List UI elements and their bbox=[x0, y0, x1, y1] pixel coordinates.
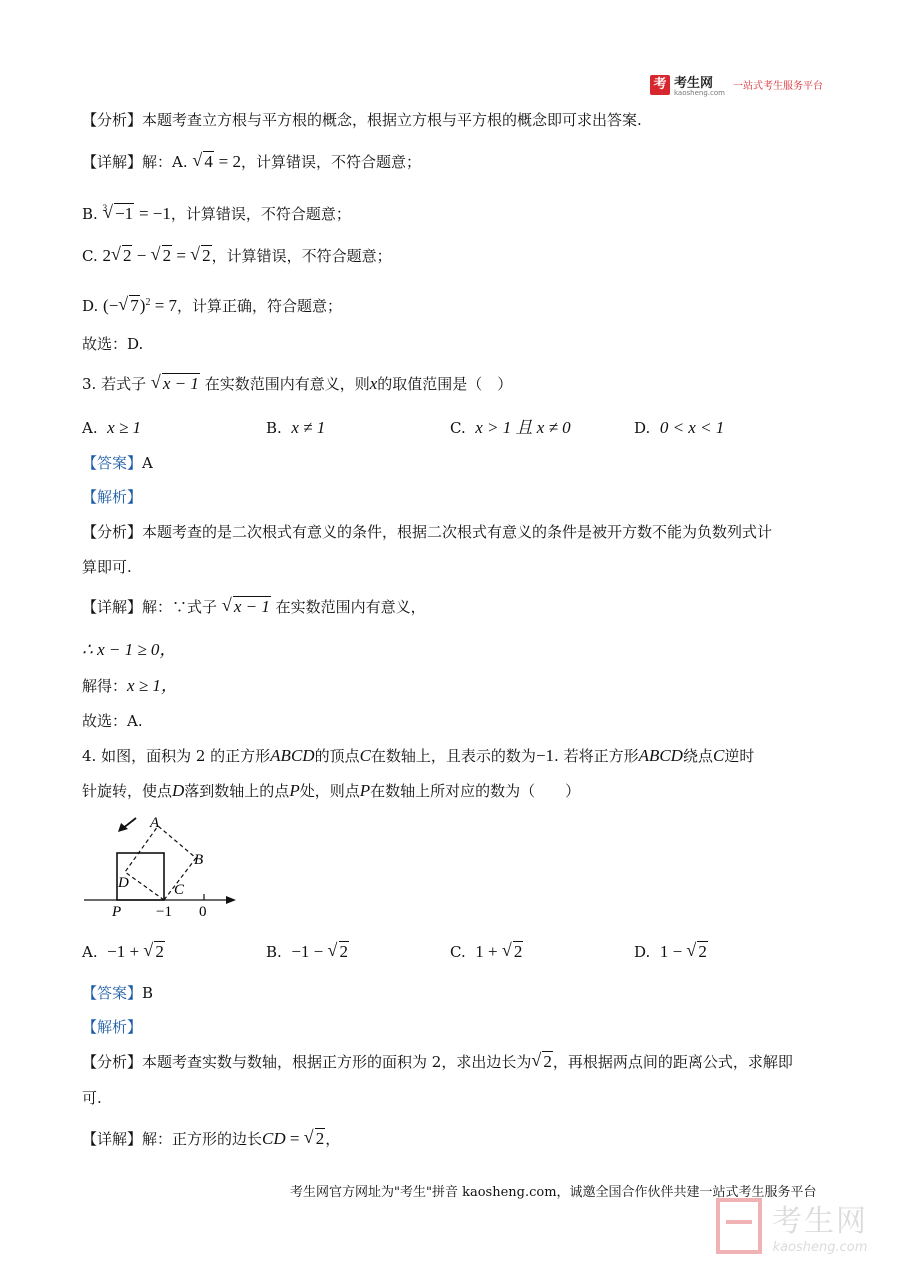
q4-detail: 【详解】解：正方形的边长CD = √ 2， bbox=[82, 1129, 340, 1149]
q4-analysis-2: 可. bbox=[82, 1089, 102, 1107]
q3-analysis-1: 【分析】本题考查的是二次根式有意义的条件，根据二次根式有意义的条件是被开方数不能为负数列式计 bbox=[82, 523, 773, 541]
rotated-square bbox=[125, 826, 196, 900]
q2-detail-b: B. $^3$√ −1 = −1，计算错误，不符合题意； bbox=[82, 198, 351, 224]
q4-option-d: D. 1 − √ 2 bbox=[634, 942, 708, 962]
logo-mark-icon: 考 bbox=[650, 75, 670, 95]
label-P: P bbox=[112, 904, 122, 920]
q3-detail: 【详解】解：∵式子 √ x − 1 在实数范围内有意义， bbox=[82, 597, 426, 617]
header-logo bbox=[650, 72, 823, 97]
q4-stem-1: 4. 如图，面积为 2 的正方形ABCD的顶点C在数轴上，且表示的数为−1. 若将正方形ABCD绕点C逆时 bbox=[82, 746, 755, 765]
label-zero: 0 bbox=[199, 904, 207, 920]
q4-option-a: A. −1 + √ 2 bbox=[82, 942, 165, 962]
q3-option-a: A. x ≥ 1 bbox=[82, 418, 142, 437]
logo-slogan: 一站式考生服务平台 bbox=[732, 81, 823, 92]
label-C: C bbox=[174, 882, 185, 898]
q4-explain-tag: 【解析】 bbox=[82, 1018, 143, 1036]
q3-option-b: B. x ≠ 1 bbox=[266, 418, 326, 437]
number-line-arrow-icon bbox=[226, 896, 236, 904]
q4-option-c: C. 1 + √ 2 bbox=[450, 942, 523, 962]
q4-figure bbox=[80, 812, 250, 924]
q4-option-b: B. −1 − √ 2 bbox=[266, 942, 349, 962]
q4-answer: 【答案】B bbox=[82, 984, 154, 1002]
q4-analysis-1: 【分析】本题考查实数与数轴，根据正方形的面积为 2，求出边长为√ 2，再根据两点间的距离公式，求解即 bbox=[82, 1052, 793, 1072]
watermark-cn: 考生网 bbox=[772, 1204, 868, 1239]
watermark bbox=[716, 1196, 868, 1255]
q3-choice: 故选：A. bbox=[82, 712, 143, 730]
footer-text: 考生网官方网址为"考生"拼音 kaosheng.com，诚邀全国合作伙伴共建一站式考生服务平台 bbox=[290, 1185, 817, 1200]
q3-answer: 【答案】A bbox=[82, 454, 153, 472]
q3-option-d: D. 0 < x < 1 bbox=[634, 418, 725, 437]
q3-option-c: C. x > 1 且 x ≠ 0 bbox=[450, 418, 571, 437]
label-D: D bbox=[118, 875, 129, 891]
label-A: A bbox=[150, 815, 160, 831]
q3-step1: ∴ x − 1 ≥ 0， bbox=[82, 640, 177, 659]
q2-choice: 故选：D. bbox=[82, 335, 144, 353]
q4-stem-2: 针旋转，使点D落到数轴上的点P处，则点P在数轴上所对应的数为（ ） bbox=[82, 781, 581, 800]
q2-detail-a: 【详解】解：A. √ 4 = 2，计算错误，不符合题意； bbox=[82, 152, 421, 172]
q2-analysis: 【分析】本题考查立方根与平方根的概念，根据立方根与平方根的概念即可求出答案. bbox=[82, 111, 642, 129]
watermark-logo-icon bbox=[716, 1198, 762, 1254]
q2-detail-c: C. 2√ 2 − √ 2 = √ 2，计算错误，不符合题意； bbox=[82, 246, 392, 266]
label-B: B bbox=[194, 852, 204, 868]
q2-detail-d: D. (−√ 7)$^2$ = 7，计算正确，符合题意； bbox=[82, 293, 342, 316]
q3-stem: 3. 若式子 √ x − 1 在实数范围内有意义，则x的取值范围是（ ） bbox=[82, 374, 512, 394]
q3-analysis-2: 算即可. bbox=[82, 558, 132, 576]
q3-step2: 解得：x ≥ 1， bbox=[82, 676, 178, 695]
logo-name: 考生网 bbox=[674, 76, 714, 91]
watermark-en: kaosheng.com bbox=[772, 1240, 868, 1255]
label-minus-one: −1 bbox=[156, 904, 172, 920]
q3-explain-tag: 【解析】 bbox=[82, 488, 143, 506]
logo-domain: kaosheng.com bbox=[674, 89, 725, 97]
